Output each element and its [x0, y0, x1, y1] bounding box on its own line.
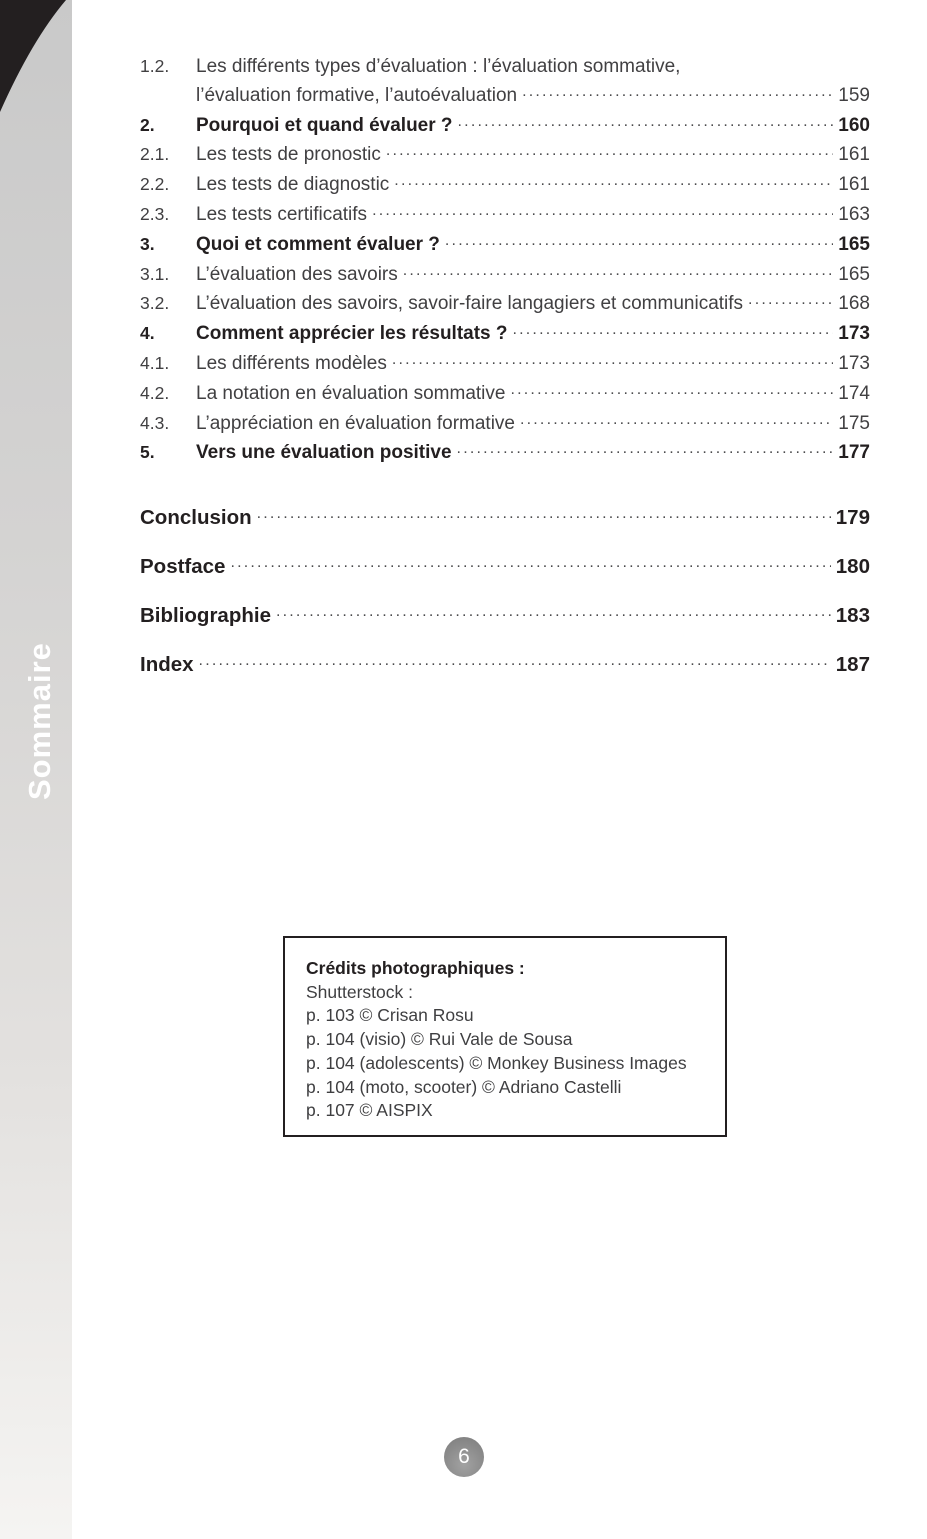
toc-entry-number: 3.1.: [140, 263, 170, 284]
toc-entry-page: 180: [835, 555, 870, 579]
dot-leader: [510, 379, 833, 409]
toc-entry-title: Les différents types d’évaluation : l’évaluation sommative,: [196, 56, 681, 77]
sidebar-strip: [0, 0, 72, 1539]
photo-credit-line: p. 104 (visio) © Rui Vale de Sousa: [306, 1029, 573, 1050]
toc-entry-page: 163: [838, 203, 870, 225]
toc-entry-page: 187: [835, 653, 870, 677]
dot-leader: [522, 82, 833, 111]
toc-entry: [140, 438, 870, 468]
photo-credit-line: p. 104 (moto, scooter) © Adriano Castelli: [306, 1076, 622, 1097]
photo-credit-line: Shutterstock :: [306, 981, 413, 1002]
toc-entry-title: Pourquoi et quand évaluer ?: [196, 114, 453, 136]
toc-entry: [140, 289, 870, 319]
toc-entry-number: 2.1.: [140, 144, 170, 165]
toc-entry-number: 2.: [140, 114, 155, 135]
toc-entry-title: La notation en évaluation sommative: [196, 382, 506, 404]
table-of-contents: [140, 52, 870, 679]
toc-entry: [140, 319, 870, 349]
toc-entry-page: 160: [838, 114, 870, 136]
toc-entry-number: 4.: [140, 323, 155, 344]
toc-entry-page: 179: [835, 506, 870, 530]
toc-entry-number: 3.2.: [140, 293, 170, 314]
dot-leader: [748, 289, 833, 319]
toc-entry-page: 177: [838, 442, 870, 464]
toc-entry: [140, 349, 870, 379]
dot-leader: [276, 601, 831, 630]
dot-leader: [372, 200, 833, 230]
toc-entry-title: Vers une évaluation positive: [196, 442, 452, 464]
toc-entry-number: 3.: [140, 233, 155, 254]
dot-leader: [458, 111, 834, 141]
toc-entry-title-line2: l’évaluation formative, l’autoévaluation: [196, 84, 518, 106]
toc-entry: [140, 111, 870, 141]
photo-credit-line: p. 107 © AISPIX: [306, 1100, 433, 1121]
dot-leader: [199, 650, 831, 679]
toc-entry-page: 161: [838, 174, 870, 196]
toc-entry-title: Postface: [140, 555, 226, 579]
toc-entry: [140, 230, 870, 260]
photo-credit-line: p. 103 © Crisan Rosu: [306, 1005, 474, 1026]
toc-entry-title: Index: [140, 653, 194, 677]
toc-entry-title: L’évaluation des savoirs, savoir-faire langagiers et communicatifs: [196, 293, 744, 315]
toc-entry-title: Quoi et comment évaluer ?: [196, 233, 440, 255]
toc-entry-page: 173: [838, 352, 870, 374]
toc-entry-title: Comment apprécier les résultats ?: [196, 323, 508, 345]
toc-entry: [140, 140, 870, 170]
corner-wedge-shape: [0, 0, 72, 115]
toc-backmatter-entry: [140, 503, 870, 532]
toc-entry-number: 4.3.: [140, 412, 170, 433]
toc-entry-page: 159: [838, 84, 870, 106]
toc-backmatter-entry: [140, 552, 870, 581]
toc-entry-page: 175: [838, 412, 870, 434]
page-number-badge: [444, 1437, 484, 1477]
toc-entry-title: Les tests certificatifs: [196, 203, 368, 225]
dot-leader: [445, 230, 833, 260]
toc-entry-page: 165: [838, 263, 870, 285]
toc-entry-number: 4.2.: [140, 382, 170, 403]
sidebar-chapter-label: Sommaire: [22, 642, 57, 800]
dot-leader: [386, 140, 833, 170]
toc-entry-title: Conclusion: [140, 506, 252, 530]
toc-entry-number: 2.3.: [140, 203, 170, 224]
toc-entry-page: 161: [838, 144, 870, 166]
toc-entry-number: 1.2.: [140, 56, 170, 76]
toc-entry-title: L’évaluation des savoirs: [196, 263, 398, 285]
toc-entry-title: Les tests de diagnostic: [196, 174, 390, 196]
dot-leader: [392, 349, 833, 379]
dot-leader: [403, 260, 834, 290]
dot-leader: [394, 170, 833, 200]
toc-backmatter-entry: [140, 601, 870, 630]
toc-entry-number: 5.: [140, 442, 155, 463]
page-number: 6: [458, 1445, 470, 1468]
toc-entry-number: 4.1.: [140, 352, 170, 373]
photo-credits-box: [283, 936, 727, 1137]
toc-entry-page: 173: [838, 323, 870, 345]
toc-entry: [140, 409, 870, 439]
toc-entry-page: 165: [838, 233, 870, 255]
toc-entry-page: 174: [838, 382, 870, 404]
toc-backmatter-entry: [140, 650, 870, 679]
dot-leader: [520, 409, 833, 439]
toc-entry-title: Les tests de pronostic: [196, 144, 381, 166]
toc-entry: [140, 200, 870, 230]
dot-leader: [257, 503, 831, 532]
dot-leader: [457, 438, 834, 468]
toc-entry: [140, 52, 870, 111]
toc-entry: [140, 379, 870, 409]
toc-entry-page: 183: [835, 604, 870, 628]
toc-entry-title: L’appréciation en évaluation formative: [196, 412, 515, 434]
toc-entry-page: 168: [838, 293, 870, 315]
toc-entry-number: 2.2.: [140, 174, 170, 195]
dot-leader: [230, 552, 830, 581]
dot-leader: [513, 319, 834, 349]
toc-entry-title: Les différents modèles: [196, 352, 387, 374]
toc-entry: [140, 170, 870, 200]
toc-entry-title: Bibliographie: [140, 604, 271, 628]
toc-backmatter: [140, 503, 870, 679]
photo-credit-line: p. 104 (adolescents) © Monkey Business Images: [306, 1052, 687, 1073]
photo-credits-title: Crédits photographiques :: [306, 958, 525, 978]
toc-entry: [140, 260, 870, 290]
